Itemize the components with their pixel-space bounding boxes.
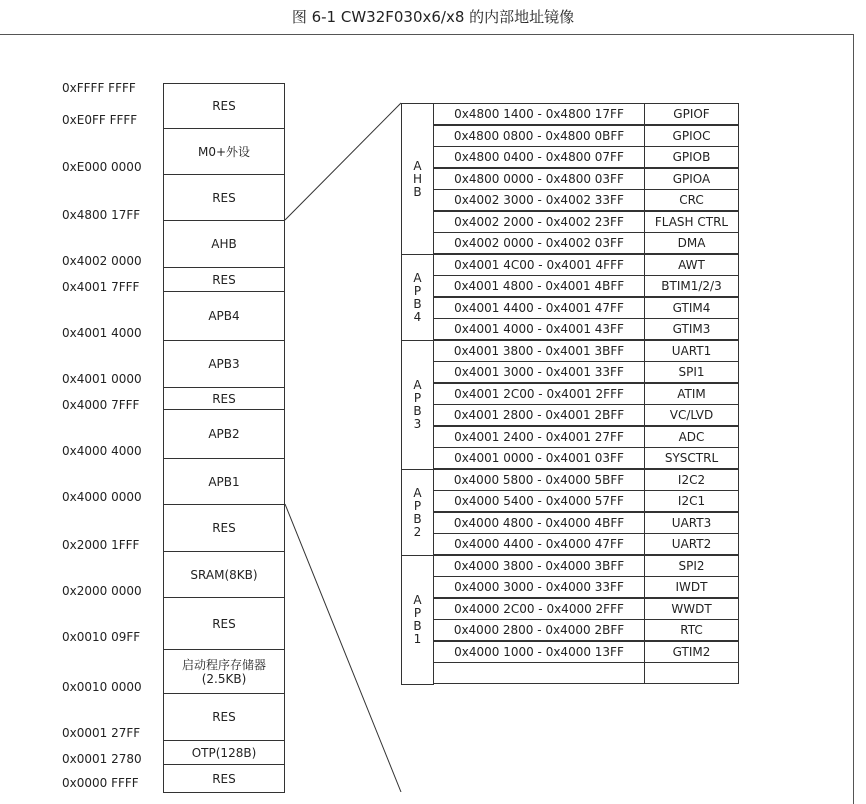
memory-region-label: RES: [212, 190, 236, 205]
address-label: 0x0001 2780: [62, 752, 142, 766]
memory-region: [163, 267, 285, 292]
address-range: 0x4000 1000 - 0x4000 13FF: [433, 641, 645, 663]
memory-region: [163, 551, 285, 598]
address-range: 0x4000 4800 - 0x4000 4BFF: [433, 512, 645, 534]
peripheral-name: GTIM3: [644, 318, 739, 340]
memory-region-label: 启动程序存储器 (2.5KB): [181, 657, 266, 686]
memory-region-label: M0+外设: [197, 144, 251, 159]
peripheral-name: SPI2: [644, 555, 739, 577]
peripheral-name: AWT: [644, 254, 739, 276]
bus-label: APB3: [413, 378, 422, 431]
address-range: 0x4002 3000 - 0x4002 33FF: [433, 189, 645, 211]
memory-region-label: RES: [212, 391, 236, 406]
peripheral-name: FLASH CTRL: [644, 211, 739, 233]
peripheral-name: ADC: [644, 426, 739, 448]
peripheral-name: [644, 662, 739, 684]
memory-region-label: RES: [212, 710, 236, 724]
peripheral-name: DMA: [644, 232, 739, 254]
peripheral-name: GPIOC: [644, 125, 739, 147]
memory-region: [163, 504, 285, 552]
address-range: 0x4800 1400 - 0x4800 17FF: [433, 103, 645, 125]
address-label: 0xE000 0000: [62, 160, 142, 174]
peripheral-name: GPIOA: [644, 168, 739, 190]
memory-region: [163, 740, 285, 765]
memory-region: [163, 220, 285, 268]
address-range: 0x4002 0000 - 0x4002 03FF: [433, 232, 645, 254]
peripheral-name: I2C2: [644, 469, 739, 491]
peripheral-name: WWDT: [644, 598, 739, 620]
address-range: 0x4000 4400 - 0x4000 47FF: [433, 533, 645, 555]
peripheral-name: GTIM4: [644, 297, 739, 319]
memory-region: [163, 387, 285, 410]
memory-region-label: SRAM(8KB): [190, 567, 258, 582]
address-label: 0x0000 FFFF: [62, 776, 139, 790]
peripheral-name: UART3: [644, 512, 739, 534]
bus-label-cell: [401, 103, 434, 255]
memory-region-label: APB3: [208, 357, 240, 371]
memory-region-label: APB1: [208, 474, 240, 489]
memory-region-label: AHB: [211, 237, 237, 251]
address-label: 0x0010 0000: [62, 680, 142, 694]
memory-region-label: RES: [212, 771, 236, 786]
peripheral-name: SPI1: [644, 361, 739, 383]
address-label: 0x4000 0000: [62, 490, 142, 504]
peripheral-name: VC/LVD: [644, 404, 739, 426]
address-label: 0x2000 0000: [62, 584, 142, 598]
peripheral-name: UART2: [644, 533, 739, 555]
address-range: 0x4000 2C00 - 0x4000 2FFF: [433, 598, 645, 620]
peripheral-name: GPIOF: [644, 103, 739, 125]
address-range: 0x4001 2800 - 0x4001 2BFF: [433, 404, 645, 426]
memory-region: [163, 340, 285, 388]
address-range: 0x4000 5400 - 0x4000 57FF: [433, 490, 645, 512]
memory-region: [163, 128, 285, 175]
address-label: 0x4000 7FFF: [62, 398, 140, 412]
address-range: 0x4002 2000 - 0x4002 23FF: [433, 211, 645, 233]
address-label: 0x4002 0000: [62, 254, 142, 268]
memory-region-label: RES: [212, 616, 236, 631]
address-range: 0x4000 3800 - 0x4000 3BFF: [433, 555, 645, 577]
memory-region-label: RES: [212, 272, 236, 287]
address-range: 0x4001 4400 - 0x4001 47FF: [433, 297, 645, 319]
address-label: 0x4001 0000: [62, 372, 142, 386]
bus-label-cell: [401, 469, 434, 556]
bus-label: AHB: [412, 158, 423, 199]
memory-region-label: OTP(128B): [191, 745, 257, 760]
bus-label: APB4: [413, 270, 422, 324]
address-range: 0x4800 0000 - 0x4800 03FF: [433, 168, 645, 190]
address-label: 0x4800 17FF: [62, 208, 141, 222]
peripheral-name: BTIM1/2/3: [644, 275, 739, 297]
address-range: 0x4001 4800 - 0x4001 4BFF: [433, 275, 645, 297]
address-label: 0x2000 1FFF: [62, 538, 140, 552]
memory-region: [163, 291, 285, 341]
address-label: 0x0001 27FF: [62, 726, 141, 740]
address-label: 0x0010 09FF: [62, 630, 141, 644]
address-range: 0x4001 2C00 - 0x4001 2FFF: [433, 383, 645, 405]
peripheral-name: GPIOB: [644, 146, 739, 168]
address-range: 0x4000 3000 - 0x4000 33FF: [433, 576, 645, 598]
memory-region: [163, 597, 285, 650]
address-range: 0x4000 2800 - 0x4000 2BFF: [433, 619, 645, 641]
address-range: 0x4000 5800 - 0x4000 5BFF: [433, 469, 645, 491]
memory-region: [163, 83, 285, 129]
peripheral-name: I2C1: [644, 490, 739, 512]
peripheral-name: IWDT: [644, 576, 739, 598]
figure-caption: 图 6-1 CW32F030x6/x8 的内部地址镜像: [291, 8, 575, 26]
peripheral-name: CRC: [644, 189, 739, 211]
address-label: 0xE0FF FFFF: [62, 113, 138, 127]
peripheral-name: ATIM: [644, 383, 739, 405]
address-range: 0x4001 2400 - 0x4001 27FF: [433, 426, 645, 448]
address-range: 0x4001 4C00 - 0x4001 4FFF: [433, 254, 645, 276]
address-range: 0x4001 0000 - 0x4001 03FF: [433, 447, 645, 469]
address-range: 0x4001 4000 - 0x4001 43FF: [433, 318, 645, 340]
address-range: 0x4800 0400 - 0x4800 07FF: [433, 146, 645, 168]
address-label: 0x4001 4000: [62, 326, 142, 340]
peripheral-name: RTC: [644, 619, 739, 641]
bus-label-cell: [401, 555, 434, 685]
bus-label: APB1: [413, 593, 422, 646]
bus-label-cell: [401, 254, 434, 341]
memory-region-label: APB2: [208, 427, 240, 441]
bus-label-cell: [401, 340, 434, 470]
memory-region-label: APB4: [208, 309, 240, 323]
memory-region: [163, 764, 285, 793]
peripheral-name: SYSCTRL: [644, 447, 739, 469]
address-range: [433, 662, 645, 684]
peripheral-name: GTIM2: [644, 641, 739, 663]
address-label: 0xFFFF FFFF: [62, 81, 136, 95]
address-label: 0x4000 4000: [62, 444, 142, 458]
memory-region: [163, 649, 285, 694]
address-range: 0x4001 3800 - 0x4001 3BFF: [433, 340, 645, 362]
memory-region-label: RES: [212, 99, 236, 113]
memory-region-label: RES: [212, 521, 236, 535]
peripheral-name: UART1: [644, 340, 739, 362]
address-label: 0x4001 7FFF: [62, 280, 140, 294]
memory-region: [163, 174, 285, 221]
address-range: 0x4800 0800 - 0x4800 0BFF: [433, 125, 645, 147]
memory-region: [163, 458, 285, 505]
memory-region: [163, 409, 285, 459]
memory-region: [163, 693, 285, 741]
bus-label: APB2: [413, 485, 422, 539]
address-range: 0x4001 3000 - 0x4001 33FF: [433, 361, 645, 383]
